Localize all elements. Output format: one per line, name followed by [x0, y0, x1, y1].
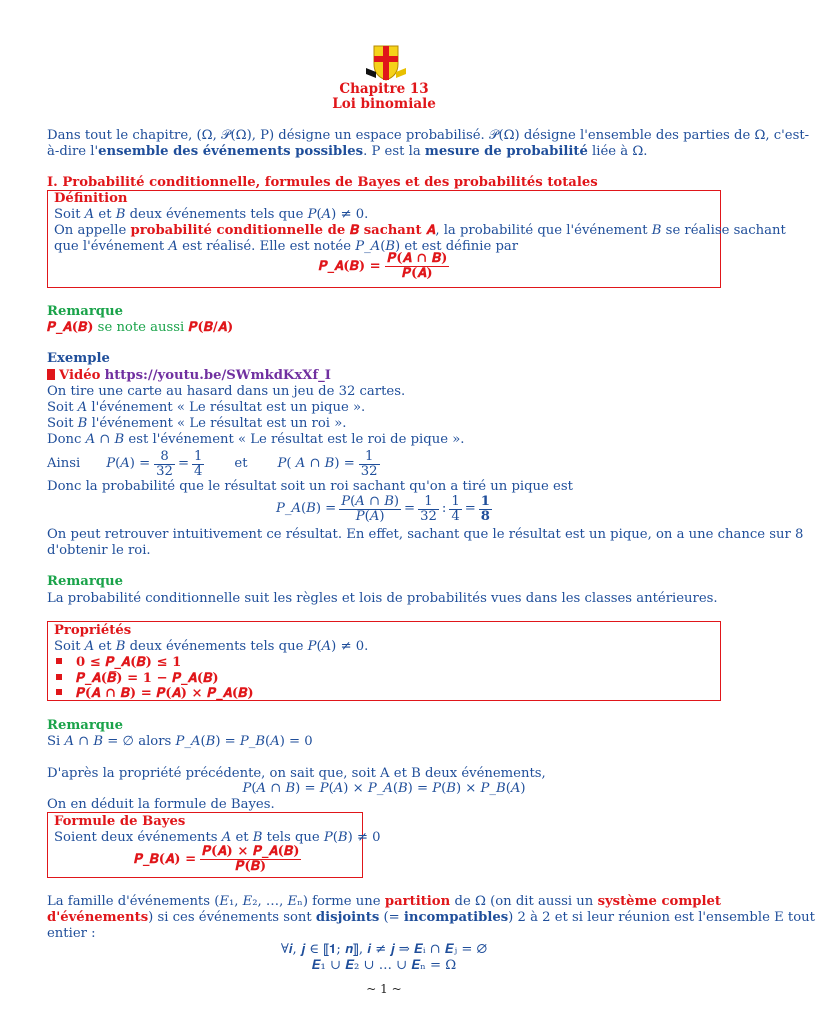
equals-sign: =: [464, 501, 476, 517]
denominator: 32: [156, 463, 173, 479]
numerator: 𝑷(𝑨) × 𝑷_𝑨(𝑩): [202, 844, 300, 859]
example-line-2: Soit 𝐴 l'événement « Le résultat est un pique ».: [47, 400, 366, 415]
chapter-title: Loi binomiale: [332, 96, 436, 112]
example-probabilities: [47, 448, 380, 480]
formula-fraction: [339, 495, 401, 524]
remark-3-text: Si 𝐴 ∩ 𝐵 = ∅ alors 𝑃_𝐴(𝐵) = 𝑃_𝐵(𝐴) = 0: [47, 734, 313, 749]
definition-text: , la probabilité que l'événement 𝐵 se réalise sachant: [435, 223, 786, 238]
numerator: 1: [418, 495, 439, 510]
bayes-formula: [134, 845, 301, 874]
complete-system-term: système complet: [597, 894, 721, 909]
partition-text: La famille d'événements (𝐸₁, 𝐸₂, …, 𝐸ₙ) forme une: [47, 894, 381, 909]
bullet-icon: [56, 674, 62, 680]
complete-system-term: d'événements: [47, 910, 149, 925]
incompatible-term: incompatibles: [403, 910, 509, 925]
partition-text: ) 2 à 2 et si leur réunion est l'ensemble E tout: [508, 910, 815, 925]
properties-title: Propriétés: [54, 623, 132, 638]
partition-line-2: [47, 910, 815, 926]
example-line-1: On tire une carte au hasard dans un jeu de 32 cartes.: [47, 384, 406, 399]
page-number: 1: [380, 982, 388, 996]
coat-of-arms-logo: [364, 42, 408, 82]
numerator: 8: [154, 450, 175, 465]
bayes-intro-line-2: On en déduit la formule de Bayes.: [47, 797, 275, 812]
bullet-icon: [56, 689, 62, 695]
bayes-title: Formule de Bayes: [54, 814, 186, 829]
denominator: 𝟖: [480, 508, 490, 524]
definition-line-3: que l'événement 𝐴 est réalisé. Elle est notée 𝑃_𝐴(𝐵) et est définie par: [54, 239, 519, 254]
formula-fraction: [385, 252, 449, 281]
fraction-1-32: [418, 495, 439, 524]
partition-text: ) si ces événements sont: [148, 910, 316, 925]
property-text: 𝑷(𝑨 ∩ 𝑩) = 𝑷(𝑨) × 𝑷_𝑨(𝑩): [76, 686, 254, 701]
example-title: Exemple: [47, 351, 110, 366]
definition-term: probabilité conditionnelle de 𝑩 sachant 𝑨: [130, 223, 436, 238]
ainsi-label: Ainsi: [47, 456, 81, 472]
fraction-result: [479, 495, 492, 524]
partition-term: partition: [384, 894, 451, 909]
partition-text: (=: [379, 910, 404, 925]
partition-text: de Ω (on dit aussi un: [454, 894, 594, 909]
properties-intro: Soit 𝐴 et 𝐵 deux événements tels que 𝑃(𝐴) ≠ 0.: [54, 639, 369, 654]
property-text: 𝑷_𝑨(𝑩̅) = 𝟏 − 𝑷_𝑨(𝑩): [76, 671, 219, 686]
formula-lhs: 𝑷_𝑩(𝑨) =: [134, 851, 197, 867]
intro-line-1: Dans tout le chapitre, (Ω, 𝒫(Ω), P) désigne un espace probabilisé. 𝒫(Ω) désigne l'ensemble des parties de Ω, c'est-: [47, 128, 810, 143]
pa-lhs: 𝑃(𝐴) =: [106, 456, 151, 472]
numerator: 1: [451, 493, 460, 509]
definition-line-2: [54, 223, 786, 239]
numerator: 1: [359, 450, 380, 465]
intro-line-2: [47, 144, 647, 160]
property-item: [56, 686, 254, 702]
formula-lhs: 𝑃_𝐴(𝐵) =: [276, 501, 337, 517]
numerator: 𝟏: [480, 493, 490, 509]
example-video-row: [47, 368, 331, 384]
property-item: [56, 671, 219, 687]
partition-line-3: entier :: [47, 926, 96, 941]
partition-line-1: [47, 894, 721, 910]
et-label: et: [234, 456, 248, 472]
definition-text: On appelle: [54, 223, 131, 238]
example-line-5: Donc la probabilité que le résultat soit un roi sachant qu'on a tiré un pique est: [47, 479, 573, 494]
definition-title: Définition: [54, 191, 128, 206]
denominator: 4: [194, 463, 203, 479]
numerator: 1: [194, 448, 203, 464]
remark-notation-alt: 𝑷(𝑩/𝑨): [188, 320, 234, 335]
denominator: 𝑷(𝑩): [235, 859, 267, 874]
bayes-line-1: Soient deux événements 𝐴 et 𝐵 tels que 𝑃(𝐵) ≠ 0: [54, 830, 381, 845]
page-footer: [0, 982, 768, 998]
fraction-denominator: 𝑷(𝑨): [402, 266, 433, 281]
chapter-number: Chapitre 13: [339, 81, 429, 97]
bayes-intro-formula: 𝑃(𝐴 ∩ 𝐵) = 𝑃(𝐴) × 𝑃_𝐴(𝐵) = 𝑃(𝐵) × 𝑃_𝐵(𝐴): [242, 781, 526, 796]
ornament-left-icon: ~: [366, 982, 377, 996]
remark-notation: 𝑷_𝑨(𝑩): [47, 320, 94, 335]
example-formula: [0, 492, 768, 526]
pa-fraction-1: [154, 450, 175, 479]
video-icon: [47, 369, 55, 380]
disjoint-term: disjoints: [315, 910, 380, 925]
equals-sign: =: [404, 501, 416, 517]
denominator: 4: [451, 508, 460, 524]
denominator: 32: [420, 508, 437, 524]
partition-formula-1: ∀𝒊, 𝒋 ∈ ⟦𝟏; 𝒏⟧, 𝒊 ≠ 𝒋 ⇒ 𝑬ᵢ ∩ 𝑬ⱼ = ∅: [280, 942, 488, 957]
remark-2-text: La probabilité conditionnelle suit les règles et lois de probabilités vues dans les classes antérieures.: [47, 591, 718, 606]
section-1-heading: I. Probabilité conditionnelle, formules de Bayes et des probabilités totales: [47, 175, 598, 190]
remark-2-title: Remarque: [47, 574, 123, 589]
fraction-1-4: [449, 495, 461, 524]
example-line-4: Donc 𝐴 ∩ 𝐵 est l'événement « Le résultat est le roi de pique ».: [47, 432, 465, 447]
division-sign: :: [441, 501, 447, 517]
ornament-right-icon: ~: [391, 982, 402, 996]
video-link[interactable]: https://youtu.be/SWmkdKxXf_I: [104, 368, 331, 383]
formula-fraction: [200, 845, 301, 874]
property-text: 𝟎 ≤ 𝑷_𝑨(𝑩) ≤ 𝟏: [76, 655, 182, 670]
intro-text: à-dire l': [47, 144, 99, 159]
denominator: 𝑃(𝐴): [355, 508, 385, 524]
denominator: 32: [360, 463, 378, 479]
example-line-7: d'obtenir le roi.: [47, 543, 151, 558]
bullet-icon: [56, 658, 62, 664]
remark-3-title: Remarque: [47, 718, 123, 733]
intro-text: . P est la: [363, 144, 425, 159]
intro-text: liée à Ω.: [587, 144, 648, 159]
video-label: Vidéo: [59, 368, 101, 383]
formula-lhs: 𝑷_𝑨(𝑩) =: [318, 259, 381, 274]
example-line-6: On peut retrouver intuitivement ce résultat. En effet, sachant que le résultat est un pique, on a une chance sur 8: [47, 527, 804, 542]
pab-fraction: [359, 450, 380, 479]
property-item: [56, 655, 181, 671]
partition-formula-2: 𝑬₁ ∪ 𝑬₂ ∪ … ∪ 𝑬ₙ = Ω: [311, 958, 457, 973]
intro-bold-measure: mesure de probabilité: [424, 144, 588, 159]
definition-formula: [0, 252, 768, 281]
numerator: 𝑃(𝐴 ∩ 𝐵): [341, 493, 400, 509]
remark-1-text: [47, 320, 233, 336]
intro-bold-events: ensemble des événements possibles: [98, 144, 364, 159]
bayes-intro-line-1: D'après la propriété précédente, on sait que, soit A et B deux événements,: [47, 766, 546, 781]
equals-sign: =: [177, 456, 190, 472]
fraction-numerator: 𝑷(𝑨 ∩ 𝑩): [387, 251, 448, 266]
example-line-3: Soit 𝐵 l'événement « Le résultat est un roi ».: [47, 416, 347, 431]
remark-1-title: Remarque: [47, 304, 123, 319]
remark-text: se note aussi: [93, 320, 189, 335]
pa-fraction-2: [192, 450, 204, 479]
pab-lhs: 𝑃( 𝐴 ∩ 𝐵) =: [277, 456, 355, 472]
definition-line-1: Soit 𝐴 et 𝐵 deux événements tels que 𝑃(𝐴) ≠ 0.: [54, 207, 369, 222]
